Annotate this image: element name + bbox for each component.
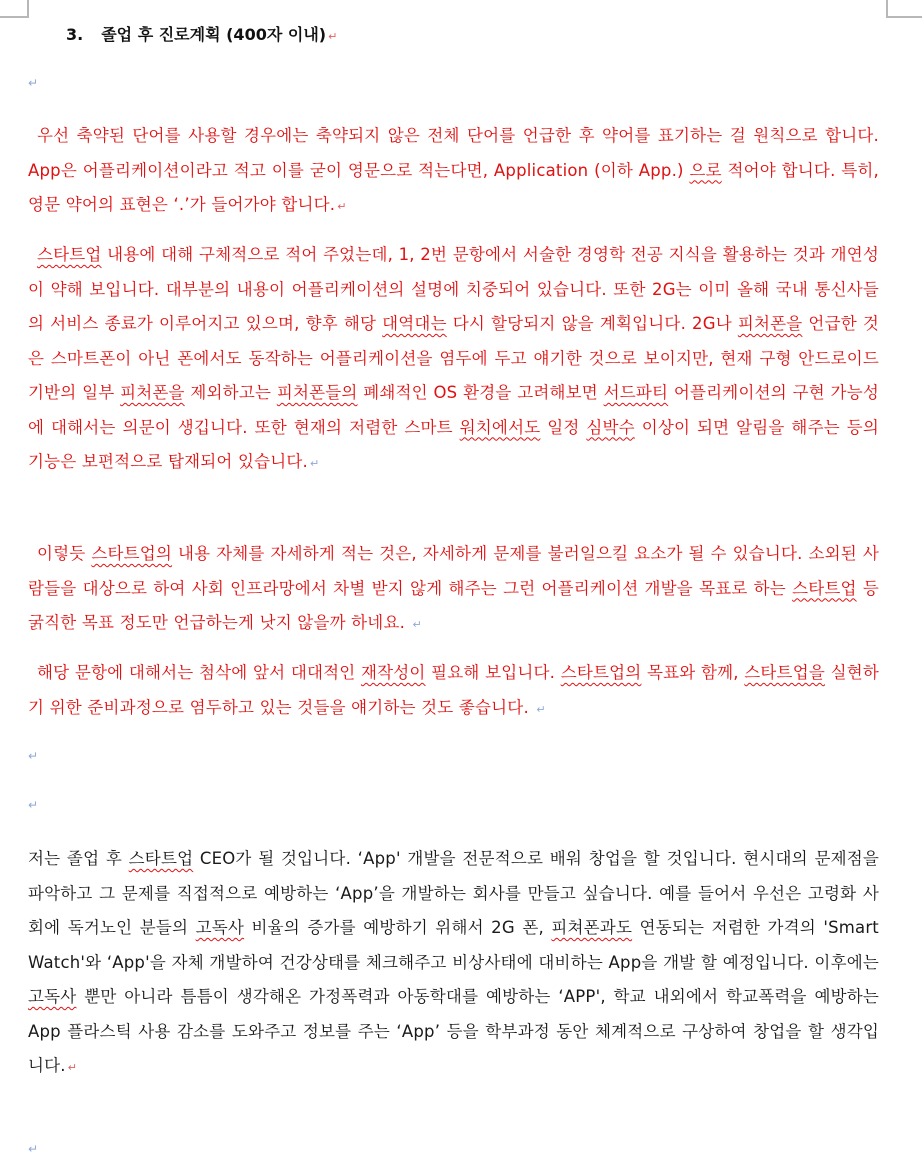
comment-paragraph-4[interactable] [28,656,879,727]
text-run: 비율의 증가를 예방하기 위해서 2G 폰, [244,918,552,937]
spelling-error-word: 스타트업을 [744,663,825,682]
spelling-error-word: 서드파티 [603,383,669,402]
paragraph-mark-icon: ↵ [337,200,347,213]
spelling-error-word: 피처폰들의 [276,383,358,402]
paragraph-mark-icon: ↵ [412,618,422,631]
text-run: 목표와 함께, [641,663,745,682]
spelling-error-word: 스타트업 [37,245,102,264]
page-corner-mark-right [886,0,922,18]
text-run: 우선 축약된 단어를 사용할 경우에는 축약되지 않은 전체 단어를 언급한 후 약어를 표기하는 걸 원칙으로 합니다. App은 어플리케이션이라고 적고 이를 굳이 영문으로 적는다면, Application (이하 App.) [28,126,879,180]
spelling-error-word: 대역대는 [382,314,447,333]
spelling-error-word: 피쳐폰과도 [551,918,633,937]
text-run: 이상이 되면 알림을 해주는 등의 기능은 보편적으로 탑재되어 있습니다. [28,417,880,471]
spelling-error-word: 고독사 [195,918,245,937]
text-run: 내용 자체를 자세하게 적는 것은, 자세하게 문제를 불러일으킬 요소가 될 수 있습니다. 소외된 사람들을 대상으로 하여 사회 인프라망에서 차별 받지 않게 해주는 그런 어플리케이션 개발을 목표로 하는 [28,544,879,598]
text-run: 내용에 대해 구체적으로 적어 주었는데, 1, 2번 문항에서 서술한 경영학 전공 지식을 활용하는 것과 개연성이 약해 보입니다. 대부분의 내용이 어플리케이션의 설명에 치중되어 있습니다. 또한 2G는 이미 올해 국내 통신사들의 서비스 종료가 이루어지고 있으며, 향후 해당 [28,245,879,333]
paragraph-mark-icon: ↵ [310,457,320,470]
spelling-error-word: 피처폰을 [737,314,803,333]
text-run: 해당 문항에 대해서는 첨삭에 앞서 대대적인 [37,663,361,682]
paragraph-mark-icon: ↵ [536,702,546,716]
paragraph-mark-icon: ↵ [67,1061,78,1074]
spelling-error-word: 피처폰을 [120,383,185,402]
spelling-error-word: 스타트업 [128,849,194,868]
spelling-error-word: 재작성이 [360,663,426,682]
text-run: 다시 할당되지 않을 계획입니다. 2G나 [446,314,738,333]
spelling-error-word: 스타트업 [792,578,857,598]
spelling-error-word: 으로 [689,160,722,180]
section-title: 졸업 후 진로계획 (400자 이내) [101,25,327,44]
body-paragraph[interactable] [28,842,879,1086]
text-run: 뿐만 아니라 틈틈이 생각해온 가정폭력과 아동학대를 예방하는 ‘APP', 학교 내외에서 학교폭력을 예방하는 App 플라스틱 사용 감소를 도와주고 정보를 주는 ‘App’ 등을 학부과정 동안 체계적으로 구상하여 창업을 할 생각입니다. [28,987,879,1075]
spelling-error-word: 워치에서도 [459,417,541,437]
paragraph-mark-icon: ↵ [28,76,39,90]
spelling-error-word: 스타트업의 [560,663,642,682]
text-run: 폐쇄적인 OS 환경을 고려해보면 [357,383,604,402]
comment-paragraph-1[interactable] [28,119,879,225]
paragraph-mark-icon: ↵ [28,798,39,812]
spelling-error-word: 스타트업의 [91,544,173,563]
text-run: 이렇듯 [37,544,92,563]
paragraph-mark-icon: ↵ [328,30,338,43]
text-run: 실현하기 위한 준비과정으로 염두하고 있는 것들을 얘기하는 것도 좋습니다. [28,663,879,717]
text-run: 필요해 보입니다. [425,663,561,682]
text-run: 연동되는 저렴한 가격의 'Smart Watch'와 ‘App'을 자체 개발하여 건강상태를 체크해주고 비상사태에 대비하는 App을 개발 할 예정입니다. 이후에는 [28,918,879,972]
text-run: 적어야 합니다. 특히, 영문 약어의 표현은 ‘.’가 들어가야 합니다. [28,160,879,214]
text-run: 저는 졸업 후 [28,849,129,868]
text-run: 일정 [540,417,587,437]
section-heading [66,22,337,45]
text-run: 제외하고는 [184,383,277,402]
paragraph-mark-icon: ↵ [28,1142,39,1156]
comment-paragraph-3[interactable] [28,537,879,643]
paragraph-mark-icon: ↵ [28,749,39,763]
comment-paragraph-2[interactable] [28,238,879,482]
section-number: 3. [66,25,84,44]
text-run: CEO가 될 것입니다. ‘App' 개발을 전문적으로 배워 창업을 할 것입니다. 현시대의 문제점을 파악하고 그 문제를 직접적으로 예방하는 ‘App’을 개발하는 회사를 만들고 싶습니다. 예를 들어서 우선은 고령화 사회에 독거노인 분들의 [28,849,879,937]
text-run: 등 굵직한 목표 정도만 언급하는게 낫지 않을까 하네요. [28,578,879,632]
spelling-error-word: 고독사 [28,987,77,1006]
text-run: 언급한 것은 스마트폰이 아닌 폰에서도 동작하는 어플리케이션을 염두에 두고 얘기한 것으로 보이지만, 현재 구형 안드로이드 기반의 일부 [28,314,879,402]
page-corner-mark-left [0,0,29,18]
spelling-error-word: 심박수 [586,417,635,437]
text-run: 어플리케이션의 구현 가능성에 대해서는 의문이 생깁니다. 또한 현재의 저렴한 스마트 [28,383,879,437]
